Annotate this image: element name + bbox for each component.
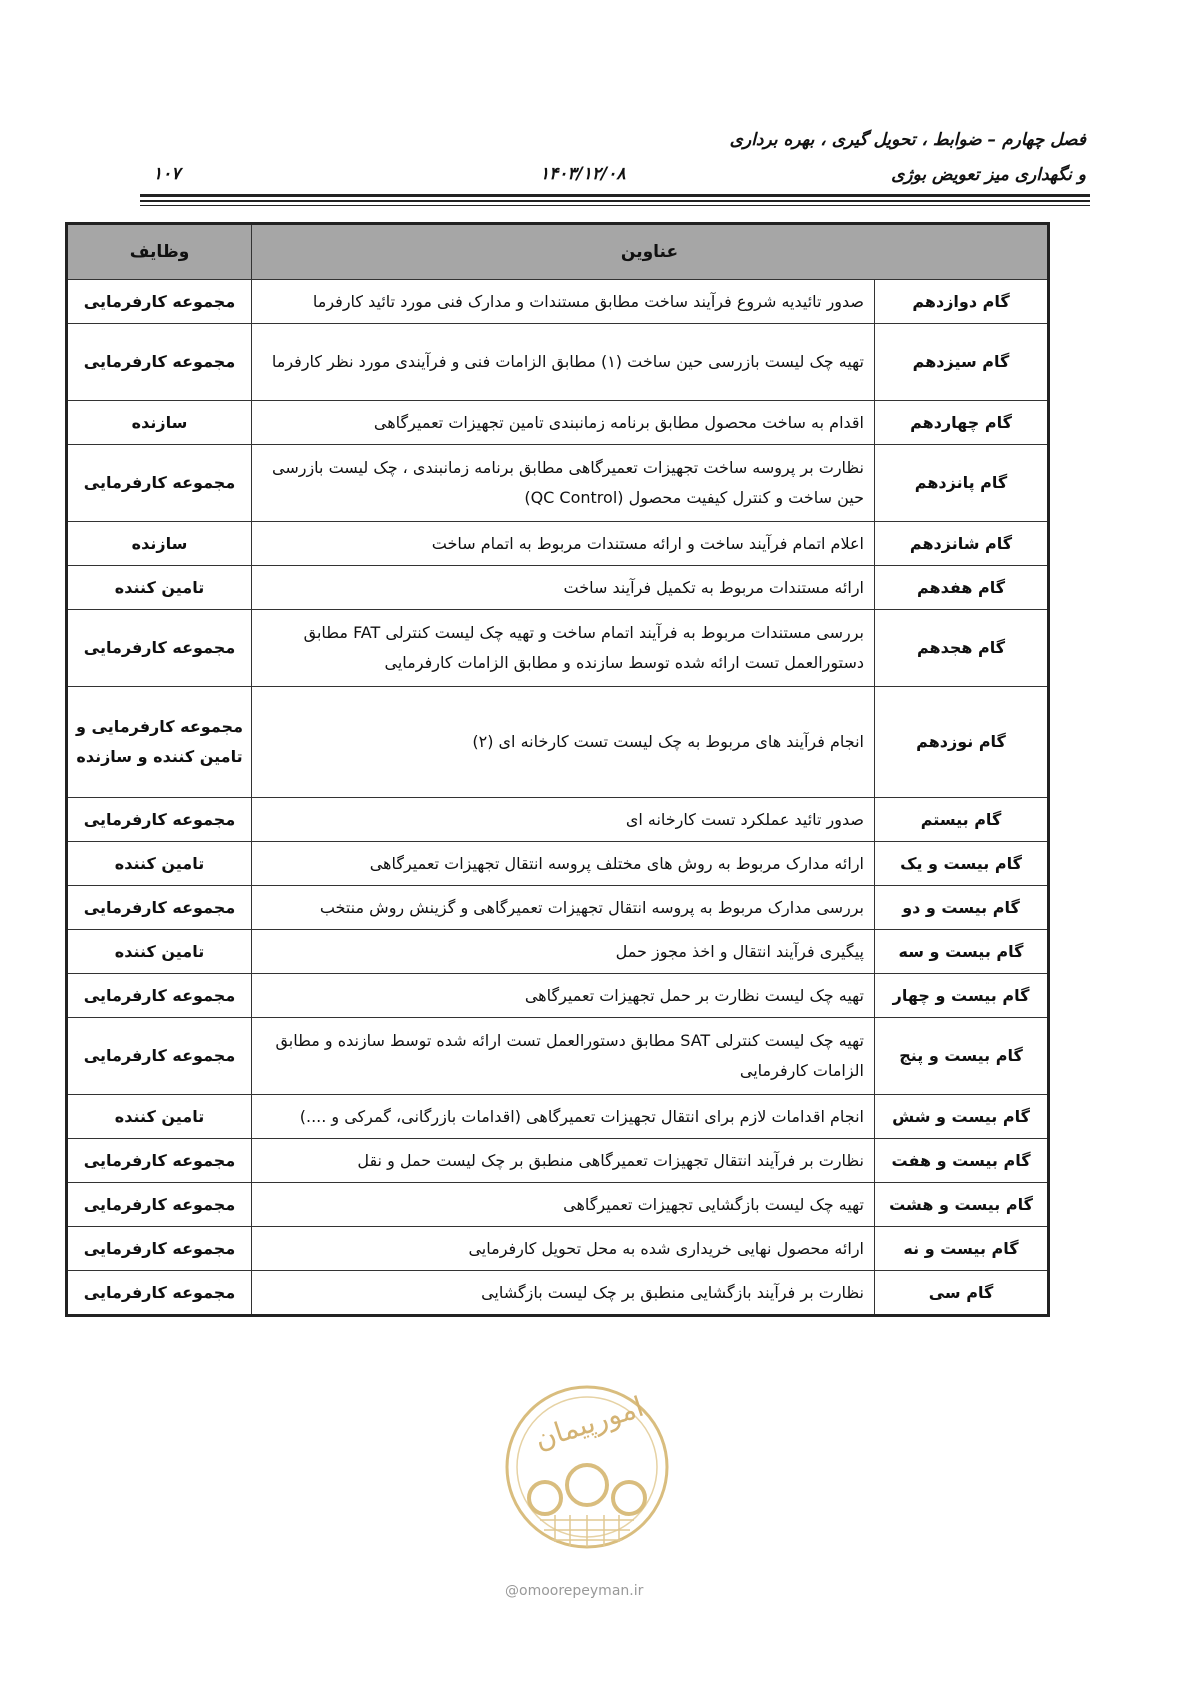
duty-cell: سازنده [67, 522, 252, 566]
table-row [67, 324, 1049, 401]
duty-cell: مجموعه کارفرمایی [67, 280, 252, 324]
title-cell: انجام فرآیند های مربوط به چک لیست تست کارخانه ای (۲) [252, 687, 875, 798]
header-rule [140, 194, 1090, 197]
title-cell: بررسی مدارک مربوط به پروسه انتقال تجهیزات تعمیرگاهی و گزینش روش منتخب [252, 886, 875, 930]
duty-cell: مجموعه کارفرمایی [67, 974, 252, 1018]
duty-cell: مجموعه کارفرمایی [67, 445, 252, 522]
step-cell: گام هفدهم [875, 566, 1049, 610]
duty-cell: تامین کننده [67, 566, 252, 610]
table-row [67, 1227, 1049, 1271]
step-cell: گام بیست و هشت [875, 1183, 1049, 1227]
document-date: ۱۴۰۳/۱۲/۰۸ [540, 164, 626, 184]
table-row [67, 1095, 1049, 1139]
table-row [67, 401, 1049, 445]
table-row [67, 610, 1049, 687]
duty-cell: سازنده [67, 401, 252, 445]
step-cell: گام بیست و نه [875, 1227, 1049, 1271]
step-cell: گام هجدهم [875, 610, 1049, 687]
header-titles: عناوین [252, 224, 1049, 280]
step-cell: گام شانزدهم [875, 522, 1049, 566]
step-cell: گام بیست و هفت [875, 1139, 1049, 1183]
duty-cell: مجموعه کارفرمایی [67, 610, 252, 687]
step-cell: گام نوزدهم [875, 687, 1049, 798]
step-cell: گام چهاردهم [875, 401, 1049, 445]
step-cell: گام دوازدهم [875, 280, 1049, 324]
duty-cell: مجموعه کارفرمایی [67, 1183, 252, 1227]
table-row [67, 886, 1049, 930]
title-cell: صدور تائید عملکرد تست کارخانه ای [252, 798, 875, 842]
page-number: ۱۰۷ [153, 164, 181, 184]
seal-text: امورپیمان [530, 1389, 648, 1457]
table-row [67, 445, 1049, 522]
table-row [67, 1271, 1049, 1316]
website-watermark: @omoorepeyman.ir [505, 1583, 644, 1599]
title-cell: صدور تائیدیه شروع فرآیند ساخت مطابق مستندات و مدارک فنی مورد تائید کارفرما [252, 280, 875, 324]
table-row [67, 1139, 1049, 1183]
table-row [67, 798, 1049, 842]
step-cell: گام بیست و دو [875, 886, 1049, 930]
title-cell: انجام اقدامات لازم برای انتقال تجهیزات تعمیرگاهی (اقدامات بازرگانی، گمرکی و ....) [252, 1095, 875, 1139]
duty-cell: تامین کننده [67, 1095, 252, 1139]
title-cell: تهیه چک لیست بازگشایی تجهیزات تعمیرگاهی [252, 1183, 875, 1227]
duty-cell: تامین کننده [67, 842, 252, 886]
duty-cell: تامین کننده [67, 930, 252, 974]
table-row [67, 687, 1049, 798]
header-rule [140, 200, 1090, 202]
table-row [67, 1018, 1049, 1095]
duty-cell: مجموعه کارفرمایی [67, 324, 252, 401]
step-cell: گام بیست و سه [875, 930, 1049, 974]
step-cell: گام بیست و یک [875, 842, 1049, 886]
title-cell: اعلام اتمام فرآیند ساخت و ارائه مستندات مربوط به اتمام ساخت [252, 522, 875, 566]
title-cell: بررسی مستندات مربوط به فرآیند اتمام ساخت و تهیه چک لیست کنترلی FAT مطابق دستورالعمل تست ارائه شده توسط سازنده و مطابق الزامات کارفرمایی [252, 610, 875, 687]
table-header-row [67, 224, 1049, 280]
step-cell: گام بیست و پنج [875, 1018, 1049, 1095]
duty-cell: مجموعه کارفرمایی [67, 798, 252, 842]
table-row [67, 930, 1049, 974]
title-cell: تهیه چک لیست نظارت بر حمل تجهیزات تعمیرگاهی [252, 974, 875, 1018]
step-cell: گام سی [875, 1271, 1049, 1316]
step-cell: گام بیستم [875, 798, 1049, 842]
step-cell: گام بیست و چهار [875, 974, 1049, 1018]
title-cell: نظارت بر فرآیند بازگشایی منطبق بر چک لیست بازگشایی [252, 1271, 875, 1316]
watermark-seal [500, 1370, 675, 1570]
title-cell: ارائه مستندات مربوط به تکمیل فرآیند ساخت [252, 566, 875, 610]
duty-cell: مجموعه کارفرمایی [67, 886, 252, 930]
step-cell: گام پانزدهم [875, 445, 1049, 522]
title-cell: اقدام به ساخت محصول مطابق برنامه زمانبندی تامین تجهیزات تعمیرگاهی [252, 401, 875, 445]
duty-cell: مجموعه کارفرمایی [67, 1271, 252, 1316]
header-rule [140, 205, 1090, 206]
table-row [67, 842, 1049, 886]
header-duties: وظایف [67, 224, 252, 280]
duty-cell: مجموعه کارفرمایی [67, 1018, 252, 1095]
title-cell: نظارت بر فرآیند انتقال تجهیزات تعمیرگاهی منطبق بر چک لیست حمل و نقل [252, 1139, 875, 1183]
duty-cell: مجموعه کارفرمایی و تامین کننده و سازنده [67, 687, 252, 798]
table-row [67, 522, 1049, 566]
duty-cell: مجموعه کارفرمایی [67, 1139, 252, 1183]
title-cell: ارائه مدارک مربوط به روش های مختلف پروسه انتقال تجهیزات تعمیرگاهی [252, 842, 875, 886]
duty-cell: مجموعه کارفرمایی [67, 1227, 252, 1271]
title-cell: پیگیری فرآیند انتقال و اخذ مجوز حمل [252, 930, 875, 974]
title-cell: نظارت بر پروسه ساخت تجهیزات تعمیرگاهی مطابق برنامه زمانبندی ، چک لیست بازرسی حین ساخت و کنترل کیفیت محصول (QC Control) [252, 445, 875, 522]
step-cell: گام سیزدهم [875, 324, 1049, 401]
chapter-subtitle: و نگهداری میز تعویض بوژی [891, 165, 1086, 185]
title-cell: تهیه چک لیست کنترلی SAT مطابق دستورالعمل تست ارائه شده توسط سازنده و مطابق الزامات کارفرمایی [252, 1018, 875, 1095]
title-cell: ارائه محصول نهایی خریداری شده به محل تحویل کارفرمایی [252, 1227, 875, 1271]
table-row [67, 566, 1049, 610]
steps-table [65, 222, 1050, 1317]
step-cell: گام بیست و شش [875, 1095, 1049, 1139]
table-row [67, 280, 1049, 324]
table-row [67, 974, 1049, 1018]
chapter-title: فصل چهارم – ضوابط ، تحویل گیری ، بهره برداری [729, 130, 1086, 150]
table-row [67, 1183, 1049, 1227]
title-cell: تهیه چک لیست بازرسی حین ساخت (۱) مطابق الزامات فنی و فرآیندی مورد نظر کارفرما [252, 324, 875, 401]
